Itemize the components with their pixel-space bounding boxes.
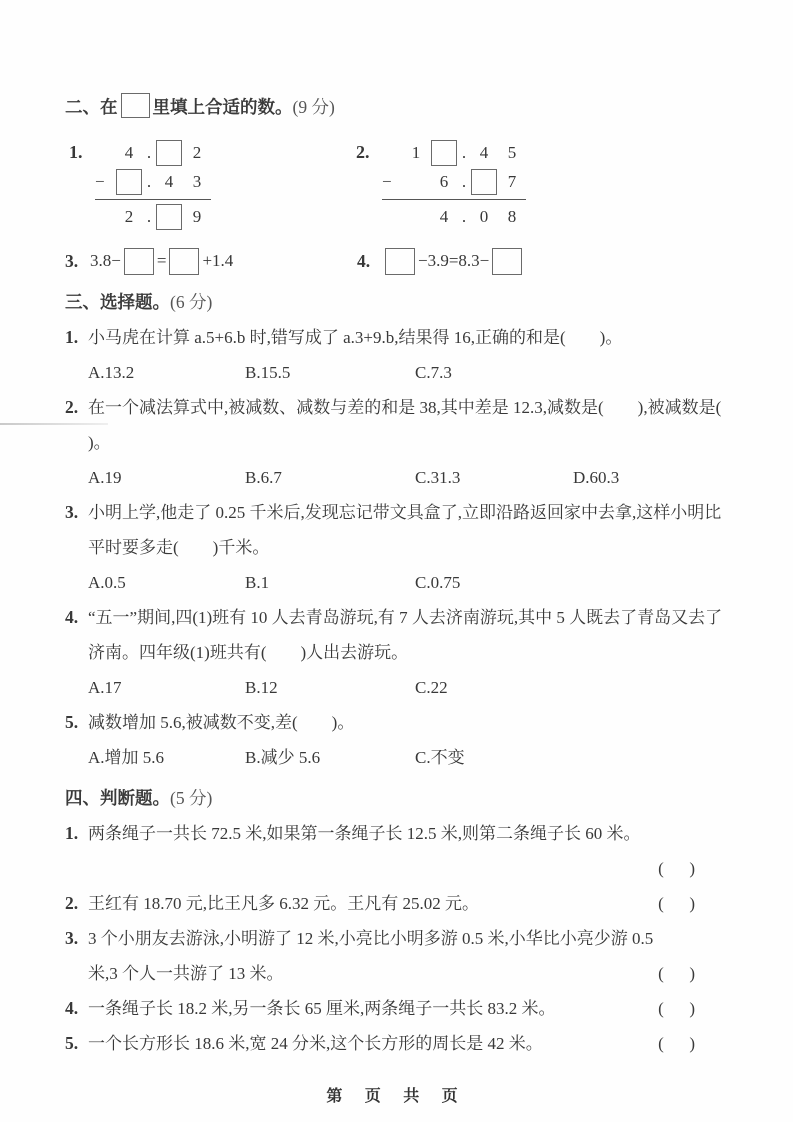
minus-sign: − bbox=[382, 171, 392, 191]
option-c: C.7.3 bbox=[415, 363, 452, 382]
question-text: 王红有 18.70 元,比王凡多 6.32 元。王凡有 25.02 元。 bbox=[88, 894, 479, 913]
digit: 9 bbox=[192, 206, 202, 226]
digit: 8 bbox=[507, 206, 517, 226]
option-b: B.12 bbox=[245, 678, 278, 697]
question-text: 3 个小朋友去游泳,小明游了 12 米,小亮比小明多游 0.5 米,小华比小亮少游 0.5 米,3 个人一共游了 13 米。 bbox=[88, 929, 658, 983]
decimal-point: . bbox=[146, 206, 152, 226]
blank-box-cell bbox=[115, 169, 143, 195]
option-a: A.增加 5.6 bbox=[88, 748, 165, 767]
option-a: A.13.2 bbox=[88, 363, 135, 382]
option-d: D.60.3 bbox=[573, 468, 620, 487]
question-number: 2. bbox=[356, 142, 370, 162]
blank-box-cell bbox=[430, 140, 458, 166]
blank-box bbox=[169, 248, 199, 275]
option-c: C.22 bbox=[415, 678, 448, 697]
question-text: 减数增加 5.6,被减数不变,差( )。 bbox=[88, 713, 355, 732]
decimal-point: . bbox=[461, 206, 467, 226]
choice-question-1 bbox=[65, 320, 737, 390]
option-a: A.17 bbox=[88, 678, 122, 697]
question-text: 小明上学,他走了 0.25 千米后,发现忘记带文具盒了,立即沿路返回家中去拿,这样小明比平时要多走( )千米。 bbox=[88, 503, 722, 557]
subtraction-rule-line bbox=[95, 199, 211, 200]
choice-question-3 bbox=[65, 495, 737, 600]
blank-box bbox=[471, 169, 497, 195]
section-choice-heading bbox=[65, 285, 737, 320]
question-number: 5. bbox=[65, 1033, 79, 1053]
decimal-point: . bbox=[461, 142, 467, 162]
equals-sign: = bbox=[156, 251, 167, 270]
question-text: “五一”期间,四(1)班有 10 人去青岛游玩,有 7 人去济南游玩,其中 5 人既去了青岛又去了济南。四年级(1)班共有( )人出去游玩。 bbox=[88, 608, 723, 662]
equation-text: 3.8− bbox=[90, 251, 121, 270]
blank-box bbox=[116, 169, 142, 195]
minus-sign: − bbox=[95, 171, 105, 191]
equation-problems-row bbox=[65, 243, 737, 279]
judge-question-1 bbox=[65, 816, 737, 886]
digit: 2 bbox=[192, 142, 202, 162]
question-number: 1. bbox=[69, 142, 83, 162]
minuend-row bbox=[95, 138, 211, 167]
equation-text: +1.4 bbox=[202, 251, 234, 270]
blank-box-cell bbox=[155, 204, 183, 230]
options-row bbox=[65, 355, 737, 390]
judge-question-4 bbox=[65, 991, 737, 1026]
question-number: 3. bbox=[65, 502, 79, 522]
digit: 4 bbox=[164, 171, 174, 191]
decimal-point: . bbox=[146, 171, 152, 191]
difference-row bbox=[95, 202, 211, 231]
digit: 6 bbox=[439, 171, 449, 191]
option-b: B.6.7 bbox=[245, 468, 282, 487]
section-fill-heading bbox=[65, 90, 737, 125]
option-c: C.31.3 bbox=[415, 468, 461, 487]
option-a: A.19 bbox=[88, 468, 122, 487]
blank-box bbox=[124, 248, 154, 275]
question-number: 3. bbox=[65, 928, 79, 948]
choice-question-4 bbox=[65, 600, 737, 705]
options-row bbox=[65, 670, 737, 705]
question-number: 3. bbox=[65, 250, 79, 271]
answer-blank: ( ) bbox=[658, 1034, 695, 1053]
digit: 7 bbox=[507, 171, 517, 191]
blank-box bbox=[121, 93, 150, 118]
section-judge-heading bbox=[65, 781, 737, 816]
option-b: B.15.5 bbox=[245, 363, 291, 382]
digit: 4 bbox=[124, 142, 134, 162]
section-fill-title-post: 里填上合适的数。 bbox=[152, 97, 293, 117]
vertical-subtraction-1 bbox=[95, 138, 211, 231]
minuend-row bbox=[382, 138, 526, 167]
vertical-problems-row bbox=[65, 138, 737, 231]
option-c: C.不变 bbox=[415, 748, 465, 767]
digit: 4 bbox=[439, 206, 449, 226]
question-text: 一条绳子长 18.2 米,另一条长 65 厘米,两条绳子一共长 83.2 米。 bbox=[88, 999, 556, 1018]
blank-box bbox=[156, 204, 182, 230]
decimal-point: . bbox=[461, 171, 467, 191]
subtrahend-row bbox=[382, 167, 526, 196]
option-b: B.1 bbox=[245, 573, 270, 592]
question-text: 两条绳子一共长 72.5 米,如果第一条绳子长 12.5 米,则第二条绳子长 60 米。 bbox=[88, 824, 641, 843]
option-a: A.0.5 bbox=[88, 573, 126, 592]
answer-blank: ( ) bbox=[658, 859, 695, 878]
option-c: C.0.75 bbox=[415, 573, 461, 592]
question-number: 2. bbox=[65, 397, 79, 417]
section-judge-title: 四、判断题。 bbox=[65, 788, 170, 808]
page-footer: 第 页 共 页 bbox=[326, 1088, 467, 1105]
blank-box bbox=[492, 248, 522, 275]
section-fill-points: (9 分) bbox=[292, 97, 335, 117]
section-choice-points: (6 分) bbox=[170, 292, 213, 312]
section-choice-title: 三、选择题。 bbox=[65, 292, 170, 312]
blank-box-cell bbox=[470, 169, 498, 195]
blank-box-cell bbox=[155, 140, 183, 166]
answer-blank: ( ) bbox=[658, 894, 695, 913]
judge-question-2 bbox=[65, 886, 737, 921]
digit: 4 bbox=[479, 142, 489, 162]
blank-box bbox=[385, 248, 415, 275]
question-number: 4. bbox=[357, 250, 371, 271]
fill-problem-1 bbox=[69, 138, 211, 231]
question-text: 小马虎在计算 a.5+6.b 时,错写成了 a.3+9.b,结果得 16,正确的和是( )。 bbox=[88, 328, 623, 347]
digit: 2 bbox=[124, 206, 134, 226]
judge-question-3 bbox=[65, 921, 737, 991]
vertical-subtraction-2 bbox=[382, 138, 526, 231]
subtrahend-row bbox=[95, 167, 211, 196]
equation-text: −3.9=8.3− bbox=[418, 251, 490, 270]
answer-blank: ( ) bbox=[658, 964, 695, 983]
fill-problem-2 bbox=[356, 138, 526, 231]
options-row bbox=[65, 740, 737, 775]
digit: 1 bbox=[411, 142, 421, 162]
question-number: 2. bbox=[65, 893, 79, 913]
question-number: 1. bbox=[65, 823, 79, 843]
decimal-point: . bbox=[146, 142, 152, 162]
options-row bbox=[65, 565, 737, 600]
blank-box bbox=[156, 140, 182, 166]
fill-problem-4 bbox=[357, 248, 525, 275]
question-number: 1. bbox=[65, 327, 79, 347]
section-fill-title-pre: 二、在 bbox=[65, 97, 118, 117]
digit: 0 bbox=[479, 206, 489, 226]
choice-question-5 bbox=[65, 705, 737, 775]
subtraction-rule-line bbox=[382, 199, 526, 200]
option-b: B.减少 5.6 bbox=[245, 748, 321, 767]
choice-question-2 bbox=[65, 390, 756, 495]
question-text: 在一个减法算式中,被减数、减数与差的和是 38,其中差是 12.3,减数是( ),被减数是( )。 bbox=[88, 398, 756, 452]
question-number: 5. bbox=[65, 712, 79, 732]
blank-box bbox=[431, 140, 457, 166]
judge-question-5 bbox=[65, 1026, 737, 1061]
options-row bbox=[65, 460, 737, 495]
digit: 3 bbox=[192, 171, 202, 191]
question-text: 一个长方形长 18.6 米,宽 24 分米,这个长方形的周长是 42 米。 bbox=[88, 1034, 543, 1053]
digit: 5 bbox=[507, 142, 517, 162]
question-number: 4. bbox=[65, 607, 79, 627]
difference-row bbox=[382, 202, 526, 231]
fill-problem-3 bbox=[65, 248, 357, 275]
section-judge-points: (5 分) bbox=[170, 788, 213, 808]
question-number: 4. bbox=[65, 998, 79, 1018]
answer-blank: ( ) bbox=[658, 999, 695, 1018]
